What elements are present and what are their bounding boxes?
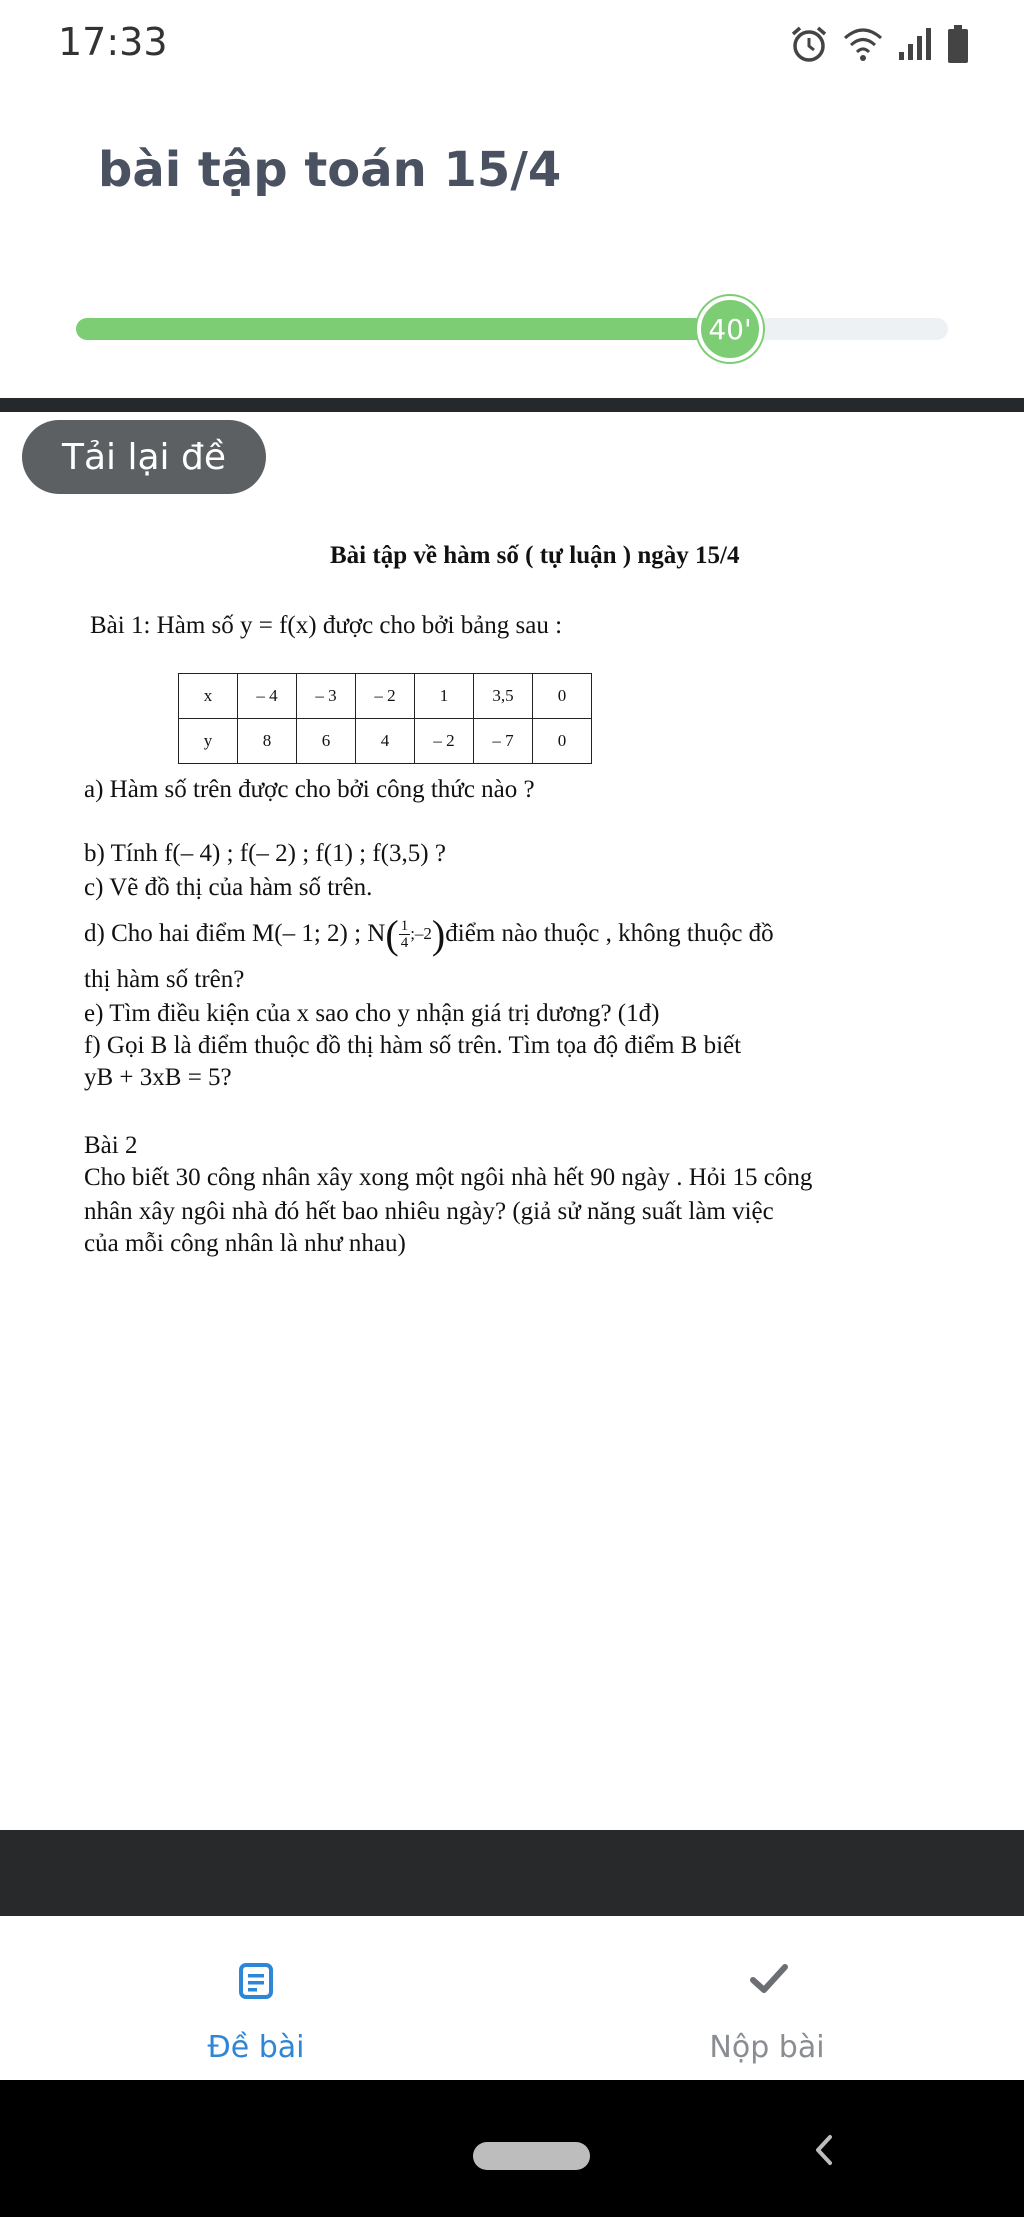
question-e: e) Tìm điều kiện của x sao cho y nhận giá trị dương? (1đ) [84,1000,660,1027]
function-table [178,673,592,764]
question-f: f) Gọi B là điểm thuộc đồ thị hàm số trên. Tìm tọa độ điểm B biết [84,1032,742,1059]
question-b: b) Tính f(– 4) ; f(– 2) ; f(1) ; f(3,5) ? [84,840,446,867]
status-icons [789,24,969,64]
table-cell: y [179,719,238,764]
status-bar [0,0,1024,90]
table-cell: x [179,674,238,719]
system-nav-bar [0,2080,1024,2217]
question-a: a) Hàm số trên được cho bởi công thức nào ? [84,776,535,803]
divider-bar [0,398,1024,412]
fraction-numerator: 1 [400,917,409,934]
question-d [84,904,774,964]
table-cell: 1 [415,674,474,719]
table-cell: 0 [533,674,592,719]
home-pill[interactable] [473,2142,590,2170]
fraction [399,918,411,951]
question-d-end: điểm nào thuộc , không thuộc đồ [445,920,774,947]
paren-open: ( [385,911,399,957]
table-cell: – 7 [474,719,533,764]
signal-icon [897,26,933,62]
bottom-nav [0,1916,1024,2080]
bai2-line2: nhân xây ngôi nhà đó hết bao nhiêu ngày? (giả sử năng suất làm việc [84,1198,774,1225]
question-c: c) Vẽ đồ thị của hàm số trên. [84,874,373,901]
question-d-start: d) Cho hai điểm M(– 1; 2) ; N [84,920,386,947]
fraction-denominator: 4 [400,934,409,951]
status-time: 17:33 [58,20,168,64]
table-cell: – 2 [356,674,415,719]
bai2-line3: của mỗi công nhân là như nhau) [84,1230,406,1257]
table-row-x [179,674,592,719]
document-title: Bài tập về hàm số ( tự luận ) ngày 15/4 [330,542,740,569]
tab-submit[interactable] [617,1916,917,2080]
question-f-equation: yB + 3xB = 5? [84,1064,232,1091]
table-cell: – 3 [297,674,356,719]
bai2-title: Bài 2 [84,1132,138,1159]
timer-badge: 40' [697,296,763,362]
table-cell: 6 [297,719,356,764]
progress-track [76,318,948,340]
paren-close: ) [431,911,446,957]
wifi-icon [843,26,883,62]
page-title: bài tập toán 15/4 [98,142,562,198]
question-d-line2: thị hàm số trên? [84,966,245,993]
table-cell: 0 [533,719,592,764]
progress-fill [76,318,730,340]
table-row-y [179,719,592,764]
back-chevron-icon[interactable] [812,2132,836,2168]
table-cell: 3,5 [474,674,533,719]
document-icon [238,1962,274,2000]
tab-exam[interactable] [106,1916,406,2080]
tab-submit-label: Nộp bài [709,2030,825,2065]
reload-exam-button[interactable]: Tải lại đề [22,420,266,494]
table-cell: – 4 [238,674,297,719]
alarm-icon [789,24,829,64]
tab-exam-label: Đề bài [207,2030,305,2065]
check-icon [749,1962,789,1996]
bai1-intro: Bài 1: Hàm số y = f(x) được cho bởi bảng sau : [90,612,563,639]
bai2-line1: Cho biết 30 công nhân xây xong một ngôi nhà hết 90 ngày . Hỏi 15 công [84,1164,813,1191]
table-cell: 4 [356,719,415,764]
battery-icon [947,24,969,64]
table-cell: 8 [238,719,297,764]
bottom-dark-band [0,1830,1024,1916]
question-d-coord: ;–2 [410,924,432,943]
table-cell: – 2 [415,719,474,764]
